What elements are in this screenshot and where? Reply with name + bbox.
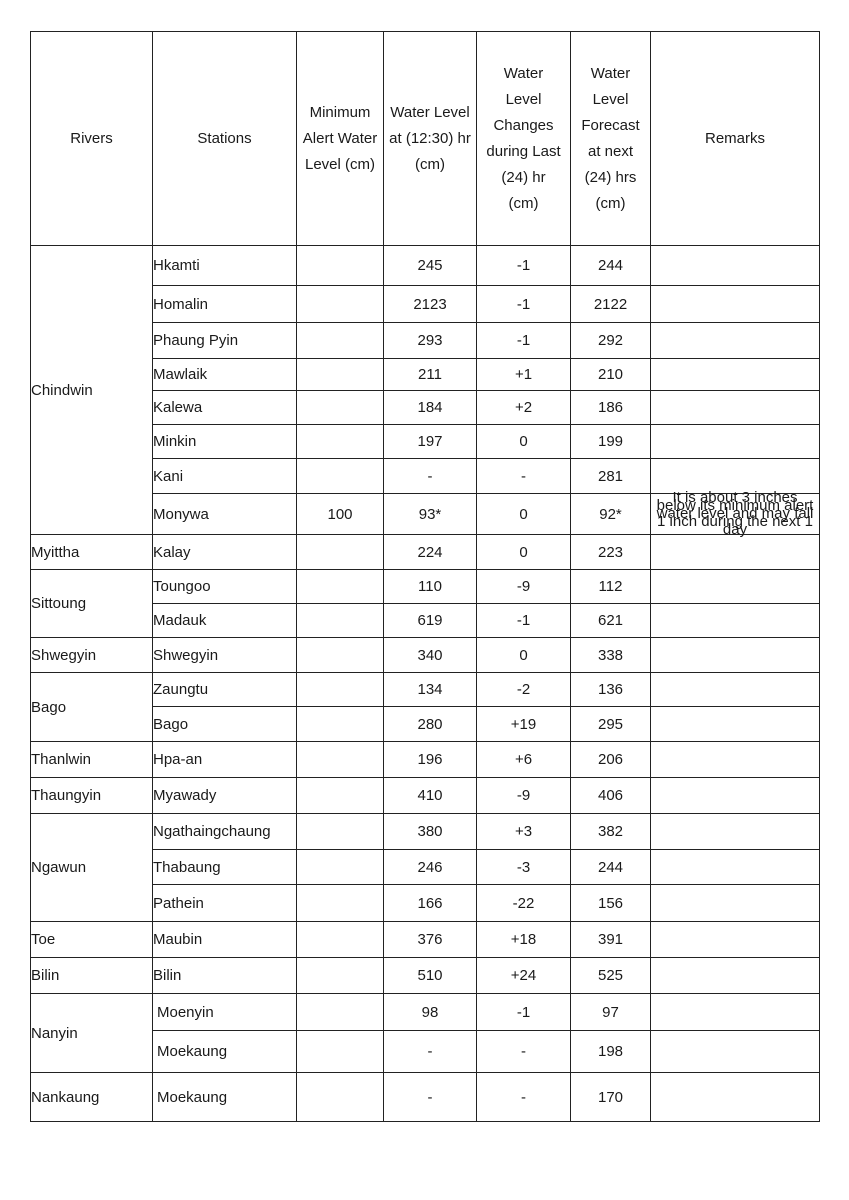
river-cell: Toe [31,922,153,958]
remarks-cell [651,638,820,673]
change-cell: - [477,1031,571,1073]
header-water-level: Water Level at (12:30) hr (cm) [384,32,477,246]
remarks-cell [651,359,820,391]
header-rivers: Rivers [31,32,153,246]
station-cell: Moekaung [153,1073,297,1122]
alert-cell [297,885,384,922]
alert-cell [297,742,384,778]
forecast-cell: 525 [571,958,651,994]
remarks-cell [651,958,820,994]
table-row [31,778,820,814]
remarks-cell: It is about 3 inches below its minimum alert water level and may fall 1 inch during the next 1 day [651,494,820,535]
station-cell: Hpa-an [153,742,297,778]
station-cell: Zaungtu [153,673,297,707]
level-cell: 380 [384,814,477,850]
level-cell: - [384,1031,477,1073]
remarks-cell [651,604,820,638]
station-cell: Hkamti [153,246,297,286]
change-cell: -3 [477,850,571,885]
change-cell: -1 [477,286,571,323]
station-cell: Minkin [153,425,297,459]
change-cell: -1 [477,604,571,638]
station-cell: Ngathaingchaung [153,814,297,850]
forecast-cell: 112 [571,570,651,604]
river-cell: Bago [31,673,153,742]
remarks-cell [651,570,820,604]
station-cell: Monywa [153,494,297,535]
station-cell: Shwegyin [153,638,297,673]
station-cell: Kalewa [153,391,297,425]
forecast-cell: 210 [571,359,651,391]
level-cell: 246 [384,850,477,885]
table-row [31,922,820,958]
station-cell: Madauk [153,604,297,638]
table-row [31,814,820,850]
forecast-cell: 170 [571,1073,651,1122]
level-cell: 166 [384,885,477,922]
forecast-cell: 136 [571,673,651,707]
level-cell: - [384,459,477,494]
alert-cell [297,1073,384,1122]
remarks-cell [651,246,820,286]
header-row [31,32,820,246]
level-cell: 98 [384,994,477,1031]
river-cell: Shwegyin [31,638,153,673]
level-cell: 410 [384,778,477,814]
level-cell: 619 [384,604,477,638]
station-cell: Homalin [153,286,297,323]
level-cell: 93* [384,494,477,535]
river-cell: Myittha [31,535,153,570]
level-cell: 510 [384,958,477,994]
station-cell: Kalay [153,535,297,570]
table-row [31,673,820,707]
forecast-cell: 292 [571,323,651,359]
change-cell: -1 [477,994,571,1031]
change-cell: +6 [477,742,571,778]
remarks-cell [651,1073,820,1122]
forecast-cell: 406 [571,778,651,814]
table-row [31,742,820,778]
change-cell: -2 [477,673,571,707]
header-changes: Water Level Changes during Last (24) hr (cm) [477,32,571,246]
remarks-cell [651,778,820,814]
forecast-cell: 382 [571,814,651,850]
forecast-cell: 621 [571,604,651,638]
header-min-alert: Minimum Alert Water Level (cm) [297,32,384,246]
table-row [31,570,820,604]
level-cell: 376 [384,922,477,958]
level-cell: 110 [384,570,477,604]
change-cell: +3 [477,814,571,850]
change-cell: +19 [477,707,571,742]
change-cell: +18 [477,922,571,958]
alert-cell [297,814,384,850]
station-cell: Myawady [153,778,297,814]
station-cell: Phaung Pyin [153,323,297,359]
forecast-cell: 244 [571,850,651,885]
forecast-cell: 281 [571,459,651,494]
remarks-cell [651,391,820,425]
remarks-cell [651,286,820,323]
water-level-table [30,31,820,1122]
level-cell: 211 [384,359,477,391]
alert-cell [297,570,384,604]
level-cell: 224 [384,535,477,570]
remarks-cell [651,673,820,707]
alert-cell [297,391,384,425]
table-row [31,535,820,570]
river-cell: Chindwin [31,246,153,535]
station-cell: Pathein [153,885,297,922]
remarks-cell [651,323,820,359]
change-cell: 0 [477,494,571,535]
level-cell: 340 [384,638,477,673]
table-row [31,994,820,1031]
forecast-cell: 338 [571,638,651,673]
remarks-cell [651,535,820,570]
header-remarks: Remarks [651,32,820,246]
level-cell: 280 [384,707,477,742]
alert-cell [297,850,384,885]
level-cell: 197 [384,425,477,459]
change-cell: +2 [477,391,571,425]
forecast-cell: 186 [571,391,651,425]
river-cell: Nankaung [31,1073,153,1122]
forecast-cell: 223 [571,535,651,570]
header-forecast: Water Level Forecast at next (24) hrs (cm) [571,32,651,246]
remarks-cell [651,994,820,1031]
river-cell: Nanyin [31,994,153,1073]
alert-cell [297,994,384,1031]
change-cell: +1 [477,359,571,391]
alert-cell [297,922,384,958]
alert-cell: 100 [297,494,384,535]
river-cell: Thaungyin [31,778,153,814]
change-cell: 0 [477,425,571,459]
remarks-cell [651,922,820,958]
station-cell: Thabaung [153,850,297,885]
remarks-cell [651,850,820,885]
alert-cell [297,323,384,359]
level-cell: 184 [384,391,477,425]
level-cell: 2123 [384,286,477,323]
alert-cell [297,286,384,323]
alert-cell [297,673,384,707]
station-cell: Bago [153,707,297,742]
table-row [31,638,820,673]
river-cell: Thanlwin [31,742,153,778]
forecast-cell: 156 [571,885,651,922]
station-cell: Mawlaik [153,359,297,391]
forecast-cell: 199 [571,425,651,459]
alert-cell [297,535,384,570]
remarks-cell [651,425,820,459]
station-cell: Bilin [153,958,297,994]
forecast-cell: 97 [571,994,651,1031]
remarks-cell [651,1031,820,1073]
level-cell: 293 [384,323,477,359]
remarks-cell [651,707,820,742]
level-cell: 134 [384,673,477,707]
change-cell: -9 [477,778,571,814]
change-cell: -1 [477,246,571,286]
remarks-cell [651,742,820,778]
level-cell: - [384,1073,477,1122]
river-cell: Ngawun [31,814,153,922]
alert-cell [297,1031,384,1073]
alert-cell [297,958,384,994]
station-cell: Kani [153,459,297,494]
station-cell: Maubin [153,922,297,958]
river-cell: Sittoung [31,570,153,638]
forecast-cell: 244 [571,246,651,286]
change-cell: -1 [477,323,571,359]
alert-cell [297,778,384,814]
forecast-cell: 206 [571,742,651,778]
forecast-cell: 198 [571,1031,651,1073]
table-row [31,246,820,286]
change-cell: 0 [477,638,571,673]
change-cell: +24 [477,958,571,994]
forecast-cell: 92* [571,494,651,535]
header-stations: Stations [153,32,297,246]
level-cell: 245 [384,246,477,286]
alert-cell [297,604,384,638]
alert-cell [297,707,384,742]
forecast-cell: 295 [571,707,651,742]
change-cell: -22 [477,885,571,922]
remarks-cell [651,814,820,850]
alert-cell [297,359,384,391]
table-row [31,958,820,994]
change-cell: -9 [477,570,571,604]
alert-cell [297,459,384,494]
station-cell: Moenyin [153,994,297,1031]
alert-cell [297,246,384,286]
change-cell: - [477,459,571,494]
river-cell: Bilin [31,958,153,994]
alert-cell [297,425,384,459]
station-cell: Toungoo [153,570,297,604]
alert-cell [297,638,384,673]
forecast-cell: 2122 [571,286,651,323]
table-row [31,1073,820,1122]
level-cell: 196 [384,742,477,778]
remarks-cell [651,885,820,922]
forecast-cell: 391 [571,922,651,958]
station-cell: Moekaung [153,1031,297,1073]
change-cell: 0 [477,535,571,570]
change-cell: - [477,1073,571,1122]
